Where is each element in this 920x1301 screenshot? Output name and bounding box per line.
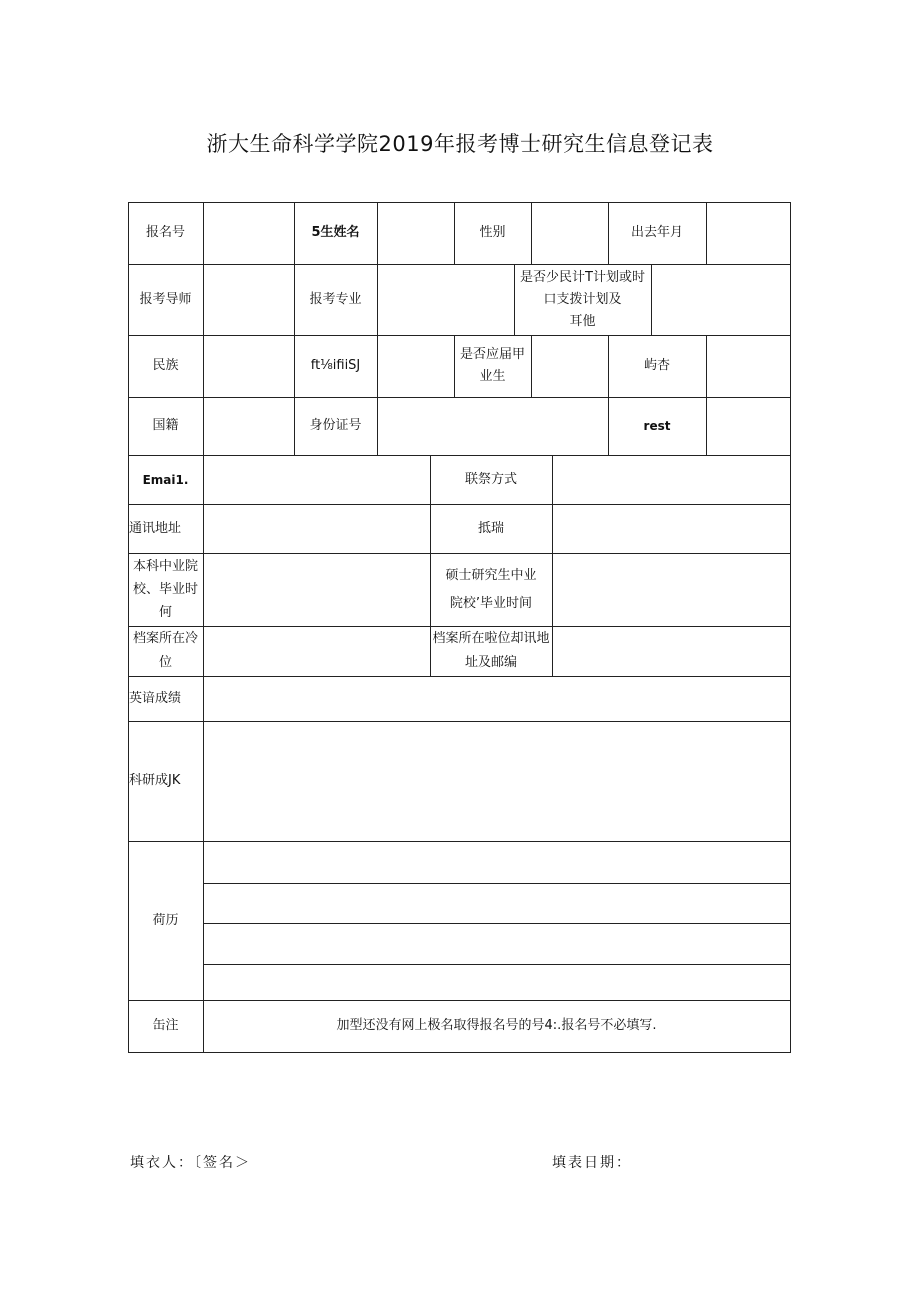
nationality-field[interactable] — [203, 397, 294, 455]
remarks-note: 加型还没有网上极名取得报名号的号4:.报名号不必填写. — [336, 1018, 657, 1033]
label-student-name: 5生姓名 — [311, 225, 360, 240]
label-resume: 荷历 — [152, 912, 179, 928]
archive-address-field[interactable] — [552, 626, 790, 676]
label-special-plan: 是否少民计T计划或时 口支拨计划及 耳他 — [520, 269, 645, 329]
label-english-score: 英谙成绩 — [129, 690, 182, 706]
major-field[interactable] — [377, 264, 514, 335]
label-registration-number: 报名号 — [145, 225, 185, 240]
special-plan-field[interactable] — [651, 264, 790, 335]
resume-line[interactable] — [203, 964, 790, 1000]
master-school-field[interactable] — [552, 553, 790, 626]
email-field[interactable] — [203, 455, 430, 504]
label-nationality: 国籍 — [152, 418, 179, 433]
id-number-field[interactable] — [377, 397, 608, 455]
fresh-graduate-field[interactable] — [531, 335, 608, 397]
resume-line[interactable] — [203, 883, 790, 923]
page-title: 浙大生命科学学院2019年报考博士研究生信息登记表 — [206, 132, 714, 156]
student-name-field[interactable] — [377, 202, 454, 264]
contact-field[interactable] — [552, 455, 790, 504]
advisor-field[interactable] — [203, 264, 294, 335]
resume-line[interactable] — [203, 923, 790, 964]
label-ethnicity: 民族 — [152, 358, 179, 373]
archive-unit-field[interactable] — [203, 626, 430, 676]
registration-number-field[interactable] — [203, 202, 294, 264]
research-results-field[interactable] — [203, 721, 790, 841]
label-archive-address: 档案所在啦位却讯地 址及邮编 — [432, 631, 550, 670]
ethnicity-field[interactable] — [203, 335, 294, 397]
label-major: 报考专业 — [309, 291, 362, 307]
gender-field[interactable] — [531, 202, 608, 264]
label-address: 通讯地址 — [129, 520, 182, 536]
fill-date-label: 填表日期： — [552, 1155, 632, 1171]
table-line — [790, 202, 791, 1053]
table-line — [128, 1052, 791, 1053]
label-gender: 性别 — [479, 225, 506, 240]
label-marital-status: 屿杏 — [643, 358, 670, 373]
political-status-field[interactable] — [377, 335, 454, 397]
address-field[interactable] — [203, 504, 430, 553]
label-fresh-graduate: 是否应届甲 业生 — [459, 347, 525, 384]
label-birth-date: 出去年月 — [630, 225, 683, 240]
label-bachelor-school: 本科中业院 校、毕业时 何 — [132, 559, 198, 620]
label-id-number: 身份证号 — [309, 418, 362, 433]
label-email: Emai1. — [142, 472, 189, 487]
rest-field[interactable] — [706, 397, 790, 455]
label-advisor: 报考导师 — [139, 291, 192, 307]
bachelor-school-field[interactable] — [203, 553, 430, 626]
resume-line[interactable] — [203, 841, 790, 883]
label-remarks: 缶注 — [152, 1018, 179, 1033]
label-political-status: ft⅛ifiiSJ — [310, 358, 361, 373]
label-archive-unit: 档案所在冷 位 — [132, 631, 198, 670]
zip-field[interactable] — [552, 504, 790, 553]
label-master-school: 硕士研究生中业 院校’毕业时间 — [445, 567, 537, 611]
english-score-field[interactable] — [203, 676, 790, 721]
birth-date-field[interactable] — [706, 202, 790, 264]
label-zip: 抵瑞 — [477, 520, 504, 536]
marital-status-field[interactable] — [706, 335, 790, 397]
label-research-results: 科研成JK — [129, 773, 181, 788]
label-rest: rest — [643, 419, 671, 433]
filler-signature-label: 填衣人：〔签名＞ — [130, 1155, 251, 1171]
label-contact: 联祭方式 — [464, 471, 517, 487]
